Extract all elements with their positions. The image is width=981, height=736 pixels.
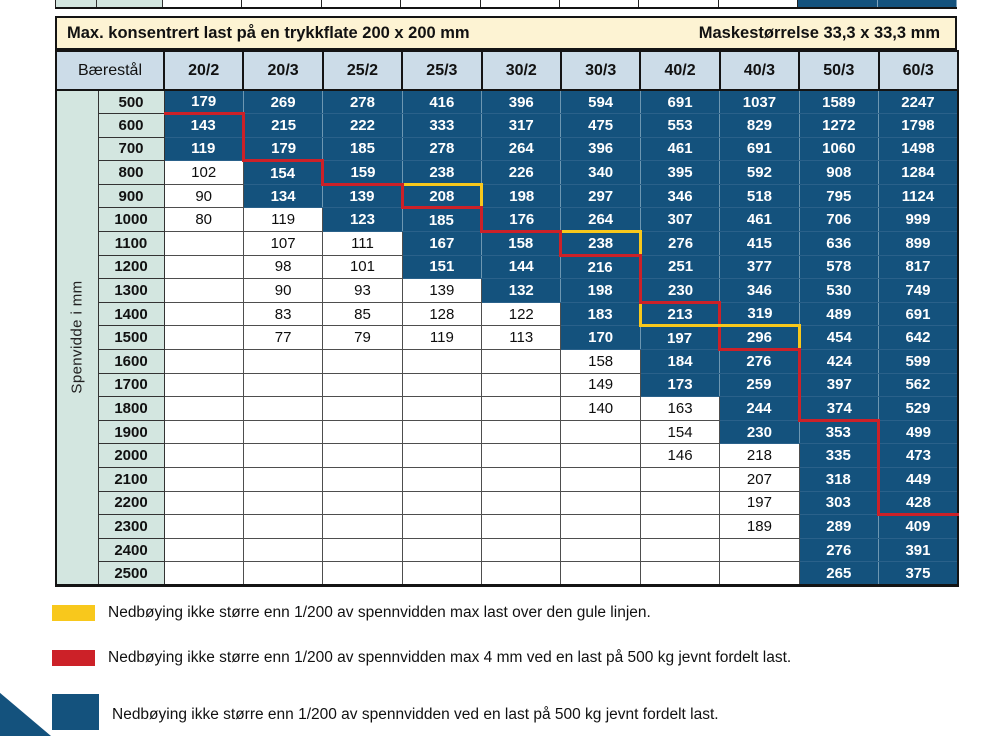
empty-cell: [402, 468, 481, 492]
value-cell: 899: [879, 232, 958, 256]
value-cell: 594: [561, 90, 640, 114]
empty-cell: [402, 491, 481, 515]
table-title-bar: [55, 16, 957, 50]
empty-cell: [164, 420, 243, 444]
value-cell: 578: [799, 255, 878, 279]
value-cell: 159: [323, 161, 402, 185]
empty-cell: [164, 444, 243, 468]
value-cell: 395: [640, 161, 719, 185]
value-cell: 140: [561, 397, 640, 421]
value-cell: 244: [720, 397, 799, 421]
value-cell: 154: [640, 420, 719, 444]
value-cell: 340: [561, 161, 640, 185]
empty-cell: [482, 444, 561, 468]
value-cell: 265: [799, 562, 878, 586]
empty-cell: [561, 515, 640, 539]
empty-cell: [323, 562, 402, 586]
value-cell: 307: [640, 208, 719, 232]
span-row-label: 1900: [98, 420, 164, 444]
strip-cell: [798, 0, 877, 7]
value-cell: 85: [323, 302, 402, 326]
load-capacity-table: [55, 50, 959, 587]
strip-cell: [55, 0, 97, 7]
empty-cell: [640, 491, 719, 515]
table-row: [56, 90, 958, 114]
value-cell: 999: [879, 208, 958, 232]
span-row-label: 800: [98, 161, 164, 185]
value-cell: 424: [799, 350, 878, 374]
value-cell: 107: [243, 232, 322, 256]
table-row: [56, 302, 958, 326]
value-cell: 213: [640, 302, 719, 326]
value-cell: 475: [561, 114, 640, 138]
value-cell: 90: [243, 279, 322, 303]
empty-cell: [323, 420, 402, 444]
value-cell: 77: [243, 326, 322, 350]
value-cell: 139: [323, 184, 402, 208]
value-cell: 238: [561, 232, 640, 256]
value-cell: 428: [879, 491, 958, 515]
empty-cell: [561, 562, 640, 586]
empty-cell: [243, 515, 322, 539]
title-left: Max. konsentrert last på en trykkflate 200 x 200 mm: [67, 23, 470, 42]
value-cell: 296: [720, 326, 799, 350]
value-cell: 553: [640, 114, 719, 138]
value-cell: 346: [640, 184, 719, 208]
value-cell: 143: [164, 114, 243, 138]
table-row: [56, 468, 958, 492]
span-row-label: 2000: [98, 444, 164, 468]
span-row-label: 2400: [98, 538, 164, 562]
empty-cell: [402, 397, 481, 421]
empty-cell: [561, 538, 640, 562]
table-row: [56, 326, 958, 350]
value-cell: 119: [164, 137, 243, 161]
value-cell: 208: [402, 184, 481, 208]
value-cell: 1498: [879, 137, 958, 161]
value-cell: 297: [561, 184, 640, 208]
value-cell: 562: [879, 373, 958, 397]
value-cell: 415: [720, 232, 799, 256]
column-header-40-3: 40/3: [720, 51, 799, 90]
value-cell: 144: [482, 255, 561, 279]
value-cell: 80: [164, 208, 243, 232]
value-cell: 173: [640, 373, 719, 397]
empty-cell: [243, 491, 322, 515]
empty-cell: [164, 397, 243, 421]
value-cell: 98: [243, 255, 322, 279]
empty-cell: [720, 538, 799, 562]
value-cell: 276: [799, 538, 878, 562]
value-cell: 119: [402, 326, 481, 350]
title-right: Maskestørrelse 33,3 x 33,3 mm: [698, 23, 940, 42]
table-row: [56, 538, 958, 562]
empty-cell: [640, 515, 719, 539]
value-cell: 1037: [720, 90, 799, 114]
empty-cell: [402, 373, 481, 397]
value-cell: 216: [561, 255, 640, 279]
value-cell: 276: [640, 232, 719, 256]
legend-item-blue: [52, 694, 719, 730]
empty-cell: [323, 397, 402, 421]
table-row: [56, 373, 958, 397]
span-row-label: 2500: [98, 562, 164, 586]
span-row-label: 900: [98, 184, 164, 208]
empty-cell: [164, 468, 243, 492]
span-row-label: 1300: [98, 279, 164, 303]
strip-cell: [97, 0, 163, 7]
value-cell: 269: [243, 90, 322, 114]
value-cell: 102: [164, 161, 243, 185]
value-cell: 134: [243, 184, 322, 208]
span-row-label: 2300: [98, 515, 164, 539]
empty-cell: [561, 491, 640, 515]
empty-cell: [243, 350, 322, 374]
value-cell: 1060: [799, 137, 878, 161]
empty-cell: [482, 373, 561, 397]
empty-cell: [482, 468, 561, 492]
strip-cell: [481, 0, 560, 7]
empty-cell: [323, 373, 402, 397]
span-row-label: 1400: [98, 302, 164, 326]
empty-cell: [720, 562, 799, 586]
legend-label-yellow: Nedbøying ikke større enn 1/200 av spennvidden max last over den gule linjen.: [108, 604, 651, 621]
column-header-20-2: 20/2: [164, 51, 243, 90]
value-cell: 396: [561, 137, 640, 161]
value-cell: 473: [879, 444, 958, 468]
value-cell: 93: [323, 279, 402, 303]
span-row-label: 1100: [98, 232, 164, 256]
value-cell: 335: [799, 444, 878, 468]
empty-cell: [640, 562, 719, 586]
red-line-swatch: [52, 650, 95, 666]
table-row: [56, 397, 958, 421]
value-cell: 119: [243, 208, 322, 232]
column-header-40-2: 40/2: [640, 51, 719, 90]
value-cell: 230: [640, 279, 719, 303]
column-header-25-2: 25/2: [323, 51, 402, 90]
value-cell: 259: [720, 373, 799, 397]
value-cell: 289: [799, 515, 878, 539]
table-row: [56, 279, 958, 303]
strip-cell: [639, 0, 718, 7]
empty-cell: [164, 255, 243, 279]
empty-cell: [482, 515, 561, 539]
value-cell: 318: [799, 468, 878, 492]
table-row: [56, 444, 958, 468]
yellow-line-swatch: [52, 605, 95, 621]
table-row: [56, 420, 958, 444]
corner-triangle-decoration: [0, 687, 51, 736]
value-cell: 101: [323, 255, 402, 279]
empty-cell: [164, 302, 243, 326]
value-cell: 374: [799, 397, 878, 421]
value-cell: 499: [879, 420, 958, 444]
value-cell: 238: [402, 161, 481, 185]
value-cell: 303: [799, 491, 878, 515]
value-cell: 691: [720, 137, 799, 161]
value-cell: 2247: [879, 90, 958, 114]
value-cell: 264: [561, 208, 640, 232]
value-cell: 163: [640, 397, 719, 421]
column-header-50-3: 50/3: [799, 51, 878, 90]
value-cell: 278: [323, 90, 402, 114]
table-row: [56, 137, 958, 161]
value-cell: 154: [243, 161, 322, 185]
value-cell: 264: [482, 137, 561, 161]
value-cell: 409: [879, 515, 958, 539]
empty-cell: [164, 373, 243, 397]
span-row-label: 1000: [98, 208, 164, 232]
column-header-row: [56, 51, 958, 90]
value-cell: 353: [799, 420, 878, 444]
value-cell: 176: [482, 208, 561, 232]
empty-cell: [323, 538, 402, 562]
empty-cell: [482, 562, 561, 586]
value-cell: 179: [164, 90, 243, 114]
empty-cell: [323, 491, 402, 515]
value-cell: 518: [720, 184, 799, 208]
strip-cell: [163, 0, 242, 7]
empty-cell: [243, 444, 322, 468]
empty-cell: [164, 279, 243, 303]
table-row: [56, 232, 958, 256]
span-row-label: 2100: [98, 468, 164, 492]
value-cell: 278: [402, 137, 481, 161]
empty-cell: [640, 538, 719, 562]
value-cell: 397: [799, 373, 878, 397]
empty-cell: [164, 232, 243, 256]
empty-cell: [323, 350, 402, 374]
value-cell: 226: [482, 161, 561, 185]
value-cell: 149: [561, 373, 640, 397]
value-cell: 185: [402, 208, 481, 232]
value-cell: 90: [164, 184, 243, 208]
span-row-label: 1200: [98, 255, 164, 279]
value-cell: 416: [402, 90, 481, 114]
table-row: [56, 184, 958, 208]
value-cell: 908: [799, 161, 878, 185]
value-cell: 222: [323, 114, 402, 138]
span-row-label: 600: [98, 114, 164, 138]
value-cell: 333: [402, 114, 481, 138]
empty-cell: [164, 562, 243, 586]
legend-label-red: Nedbøying ikke større enn 1/200 av spennvidden max 4 mm ved en last på 500 kg jevnt fordelt last.: [108, 649, 792, 666]
empty-cell: [243, 468, 322, 492]
span-row-label: 1700: [98, 373, 164, 397]
value-cell: 276: [720, 350, 799, 374]
value-cell: 184: [640, 350, 719, 374]
value-cell: 642: [879, 326, 958, 350]
empty-cell: [482, 491, 561, 515]
value-cell: 592: [720, 161, 799, 185]
empty-cell: [402, 350, 481, 374]
value-cell: 636: [799, 232, 878, 256]
value-cell: 749: [879, 279, 958, 303]
value-cell: 146: [640, 444, 719, 468]
span-row-label: 1800: [98, 397, 164, 421]
value-cell: 396: [482, 90, 561, 114]
empty-cell: [164, 350, 243, 374]
value-cell: 1589: [799, 90, 878, 114]
span-row-label: 1600: [98, 350, 164, 374]
legend-label-blue: Nedbøying ikke større enn 1/200 av spennvidden ved en last på 500 kg jevnt fordelt last.: [112, 706, 719, 723]
empty-cell: [561, 468, 640, 492]
empty-cell: [561, 444, 640, 468]
value-cell: 691: [879, 302, 958, 326]
value-cell: 251: [640, 255, 719, 279]
value-cell: 599: [879, 350, 958, 374]
empty-cell: [482, 420, 561, 444]
value-cell: 530: [799, 279, 878, 303]
empty-cell: [323, 444, 402, 468]
empty-cell: [402, 420, 481, 444]
span-row-label: 500: [98, 90, 164, 114]
span-row-label: 1500: [98, 326, 164, 350]
empty-cell: [164, 515, 243, 539]
blue-cell-swatch: [52, 694, 99, 730]
value-cell: 189: [720, 515, 799, 539]
corner-header-baerestaal: Bærestål: [56, 51, 164, 90]
value-cell: 218: [720, 444, 799, 468]
legend-item-red: [52, 649, 791, 667]
value-cell: 1284: [879, 161, 958, 185]
value-cell: 377: [720, 255, 799, 279]
span-row-label: 2200: [98, 491, 164, 515]
value-cell: 489: [799, 302, 878, 326]
empty-cell: [402, 515, 481, 539]
empty-cell: [164, 326, 243, 350]
value-cell: 230: [720, 420, 799, 444]
value-cell: 198: [482, 184, 561, 208]
value-cell: 375: [879, 562, 958, 586]
value-cell: 454: [799, 326, 878, 350]
previous-table-bottom-edge: [55, 0, 957, 9]
column-header-60-3: 60/3: [879, 51, 958, 90]
legend-item-yellow: [52, 604, 651, 622]
value-cell: 215: [243, 114, 322, 138]
column-header-25-3: 25/3: [402, 51, 481, 90]
value-cell: 691: [640, 90, 719, 114]
value-cell: 829: [720, 114, 799, 138]
empty-cell: [164, 491, 243, 515]
column-header-30-3: 30/3: [561, 51, 640, 90]
column-header-20-3: 20/3: [243, 51, 322, 90]
value-cell: 167: [402, 232, 481, 256]
value-cell: 461: [720, 208, 799, 232]
empty-cell: [243, 397, 322, 421]
empty-cell: [323, 468, 402, 492]
value-cell: 132: [482, 279, 561, 303]
value-cell: 197: [640, 326, 719, 350]
value-cell: 461: [640, 137, 719, 161]
empty-cell: [640, 468, 719, 492]
table-row: [56, 515, 958, 539]
table-row: [56, 350, 958, 374]
row-axis-label: Spenvidde i mm: [68, 280, 86, 395]
value-cell: 113: [482, 326, 561, 350]
empty-cell: [243, 373, 322, 397]
value-cell: 817: [879, 255, 958, 279]
value-cell: 179: [243, 137, 322, 161]
value-cell: 391: [879, 538, 958, 562]
column-header-30-2: 30/2: [482, 51, 561, 90]
value-cell: 317: [482, 114, 561, 138]
table-row: [56, 208, 958, 232]
empty-cell: [402, 562, 481, 586]
value-cell: 158: [482, 232, 561, 256]
strip-cell: [401, 0, 480, 7]
table-row: [56, 114, 958, 138]
value-cell: 111: [323, 232, 402, 256]
value-cell: 207: [720, 468, 799, 492]
table-row: [56, 255, 958, 279]
value-cell: 123: [323, 208, 402, 232]
value-cell: 1798: [879, 114, 958, 138]
value-cell: 139: [402, 279, 481, 303]
value-cell: 83: [243, 302, 322, 326]
row-axis-label-cell: [56, 90, 98, 585]
value-cell: 1124: [879, 184, 958, 208]
value-cell: 197: [720, 491, 799, 515]
value-cell: 319: [720, 302, 799, 326]
value-cell: 122: [482, 302, 561, 326]
value-cell: 449: [879, 468, 958, 492]
strip-cell: [242, 0, 321, 7]
value-cell: 795: [799, 184, 878, 208]
empty-cell: [243, 562, 322, 586]
empty-cell: [482, 397, 561, 421]
empty-cell: [482, 350, 561, 374]
value-cell: 151: [402, 255, 481, 279]
empty-cell: [243, 538, 322, 562]
empty-cell: [402, 444, 481, 468]
value-cell: 158: [561, 350, 640, 374]
value-cell: 185: [323, 137, 402, 161]
value-cell: 1272: [799, 114, 878, 138]
value-cell: 529: [879, 397, 958, 421]
empty-cell: [243, 420, 322, 444]
value-cell: 170: [561, 326, 640, 350]
value-cell: 128: [402, 302, 481, 326]
empty-cell: [164, 538, 243, 562]
value-cell: 706: [799, 208, 878, 232]
table-row: [56, 161, 958, 185]
strip-cell: [322, 0, 401, 7]
value-cell: 183: [561, 302, 640, 326]
strip-cell: [560, 0, 639, 7]
value-cell: 346: [720, 279, 799, 303]
strip-cell: [878, 0, 957, 7]
empty-cell: [561, 420, 640, 444]
empty-cell: [402, 538, 481, 562]
empty-cell: [323, 515, 402, 539]
value-cell: 79: [323, 326, 402, 350]
value-cell: 198: [561, 279, 640, 303]
empty-cell: [482, 538, 561, 562]
span-row-label: 700: [98, 137, 164, 161]
table-row: [56, 491, 958, 515]
strip-cell: [719, 0, 798, 7]
table-row: [56, 562, 958, 586]
